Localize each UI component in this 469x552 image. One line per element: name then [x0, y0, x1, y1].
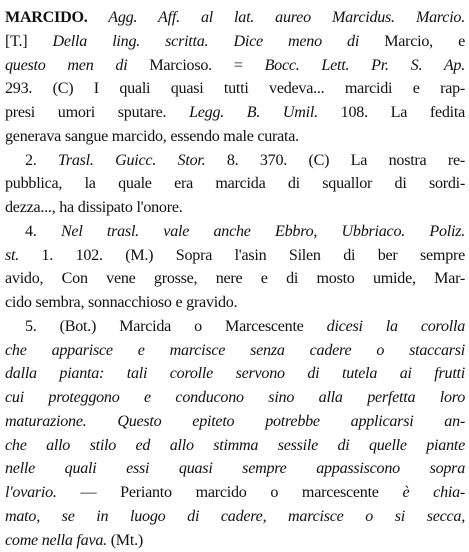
line-14 — [5, 315, 465, 339]
line-12 — [5, 267, 465, 291]
sense-number: 4. — [25, 223, 61, 240]
line-23 — [5, 529, 465, 552]
text-span: — Perianto marcido o marcescente — [57, 484, 403, 501]
line-10 — [5, 220, 465, 244]
citation-source: Legg. B. Umil. — [189, 104, 318, 121]
line-16 — [5, 362, 465, 386]
line-13 — [5, 291, 465, 315]
definition-text: cui proteggono e conducono sino alla perfetta loro — [5, 389, 465, 406]
line-3 — [5, 54, 465, 78]
definition-text: questo men di — [5, 57, 149, 74]
quotation-text: avido, Con vene grosse, nere e di mosto umide, Mar- — [5, 270, 465, 287]
quotation-text: 1. 102. (M.) Sopra l'asin Silen di ber sempre — [19, 247, 465, 264]
definition-text: maturazione. Questo epiteto potrebbe applicarsi an- — [5, 413, 465, 430]
definition-text: mato, se in luogo di cadere, marcisce o si secca, — [5, 508, 465, 525]
line-7 — [5, 149, 465, 173]
sense-number: 5. (Bot.) Marcida o Marcescente — [25, 318, 327, 335]
author-tag: (Mt.) — [107, 532, 143, 549]
definition-text: dalla pianta: tali corolle servono di tutela ai frutti — [5, 365, 465, 382]
line-19 — [5, 434, 465, 458]
line-17 — [5, 386, 465, 410]
line-1 — [5, 6, 465, 30]
quotation-text: pubblica, la quale era marcida di squallor di sordi- — [5, 175, 465, 192]
line-15 — [5, 339, 465, 363]
tag-t: [T.] — [5, 33, 53, 50]
text-span: Marcio, e — [384, 33, 465, 50]
line-11 — [5, 244, 465, 268]
etymology: Agg. Aff. al lat. aureo — [87, 9, 331, 26]
definition-text: è chia- — [403, 484, 466, 501]
quotation-text: presi umori sputare. — [5, 104, 189, 121]
definition-text: nelle quali essi quasi sempre appassiscono sopra — [5, 460, 465, 477]
citation-source: st. — [5, 247, 19, 264]
line-4 — [5, 77, 465, 101]
text-span: Marcioso. = — [149, 57, 264, 74]
quotation-text: 293. (C) I quali quasi tutti vedeva... marcidi e rap- — [5, 80, 465, 97]
citation-source: Trasl. Guicc. Stor. — [58, 152, 205, 169]
quotation-text: dezza..., ha dissipato l'onore. — [5, 199, 183, 216]
definition-text: dicesi la corolla — [327, 318, 465, 335]
line-2 — [5, 30, 465, 54]
quotation-text: cido sembra, sonnacchioso e gravido. — [5, 294, 237, 311]
definition-text: come nella fava. — [5, 532, 107, 549]
line-9 — [5, 196, 465, 220]
quotation-text: 108. La fedita — [318, 104, 465, 121]
line-18 — [5, 410, 465, 434]
line-22 — [5, 505, 465, 529]
quotation-text: 8. 370. (C) La nostra re- — [205, 152, 465, 169]
latin-term: Marcidus. — [332, 9, 416, 26]
line-6 — [5, 125, 465, 149]
definition-text: Della ling. scritta. Dice meno di — [53, 33, 385, 50]
definition-text: l'ovario. — [5, 484, 57, 501]
definition-text: che allo stilo ed allo stimma sessile di quelle piante — [5, 437, 465, 454]
line-5 — [5, 101, 465, 125]
sense-number: 2. — [25, 152, 58, 169]
dictionary-entry — [5, 6, 465, 552]
line-21 — [5, 481, 465, 505]
line-20 — [5, 457, 465, 481]
quotation-text: generava sangue marcido, essendo male curata. — [5, 128, 299, 145]
headword: MARCIDO. — [5, 9, 87, 26]
synonym: Marcio. — [416, 9, 465, 26]
definition-text: che apparisce e marcisce senza cadere o staccarsi — [5, 342, 465, 359]
definition-text: Nel trasl. vale anche Ebbro, Ubbriaco. Poliz. — [61, 223, 465, 240]
line-8 — [5, 172, 465, 196]
citation-source: Bocc. Lett. Pr. S. Ap. — [265, 57, 465, 74]
